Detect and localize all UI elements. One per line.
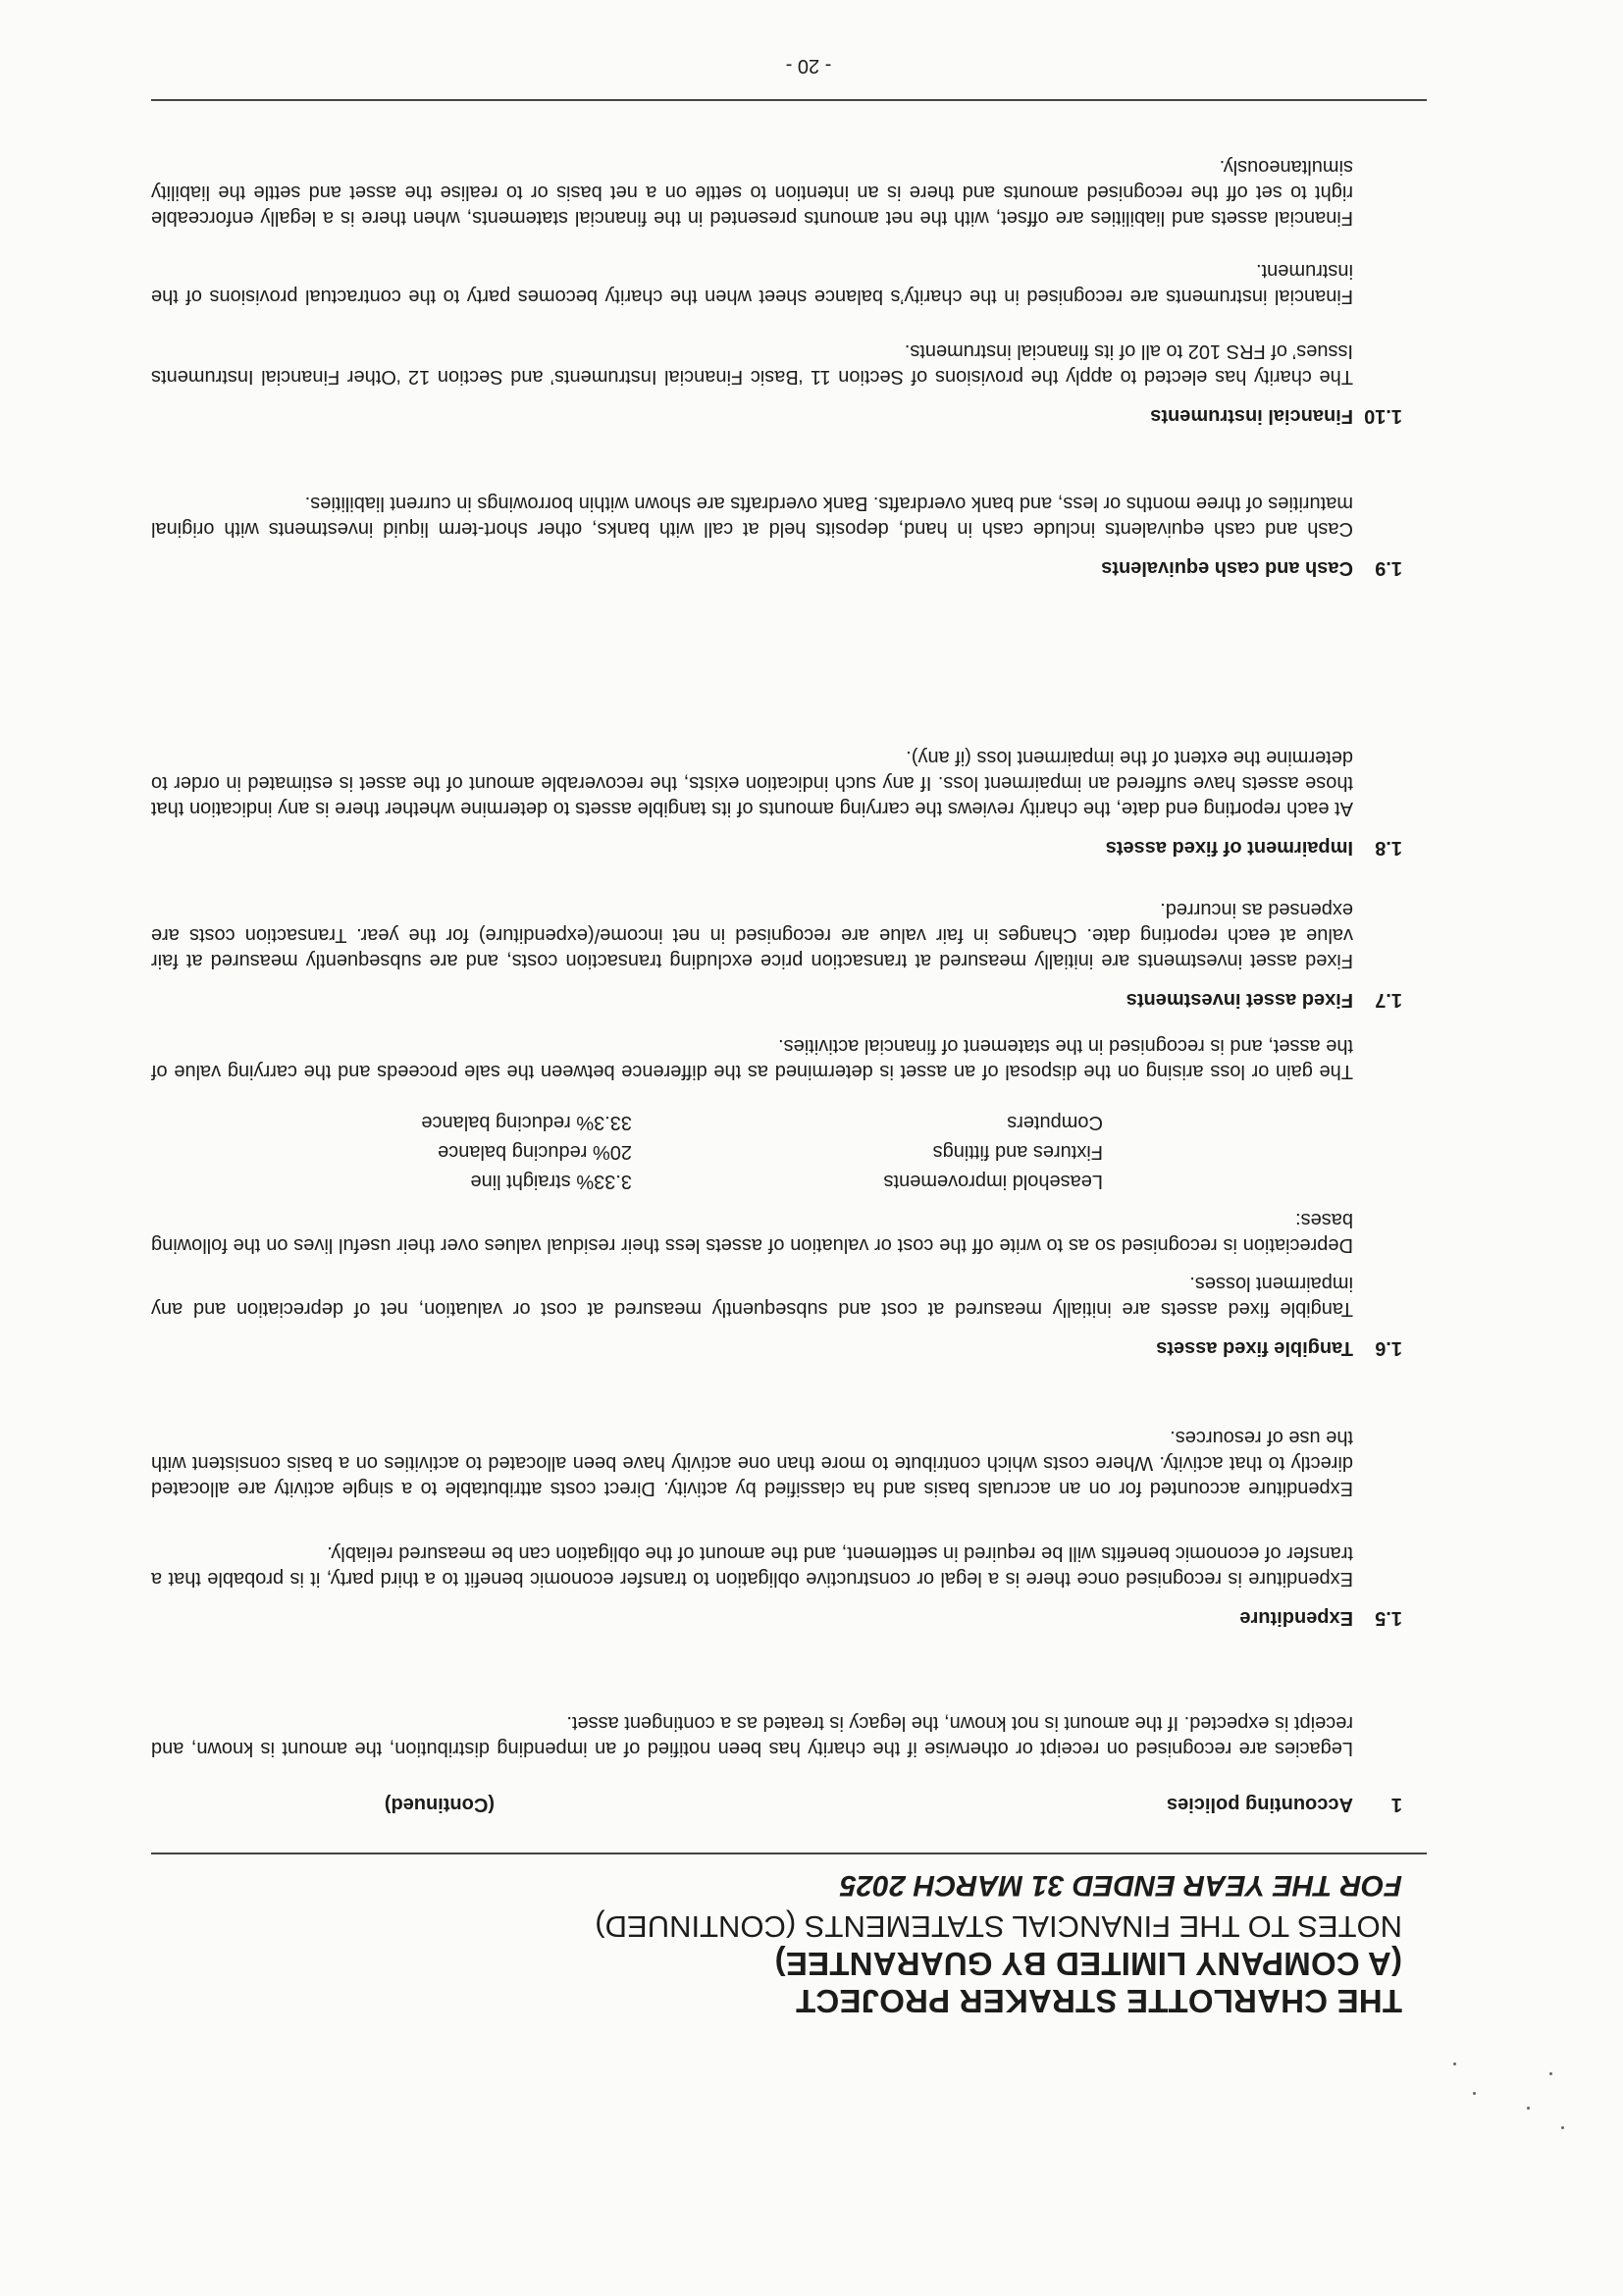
scan-speck — [1527, 2107, 1530, 2110]
policy-title-cash: Cash and cash equivalents — [1101, 557, 1353, 579]
policy-number-1-8: 1.8 — [1375, 837, 1402, 859]
investments-paragraph: Fixed asset investments are initially measured at transaction price excluding transaction costs, and are subsequently measured at fair value at each reporting date. Changes in fair value are recognised in net income/(expenditure) for the year. Transaction costs are expensed as incurred. — [151, 899, 1353, 971]
impairment-paragraph: At each reporting end date, the charity reviews the carrying amounts of its tangible assets to determine whether there is any indication that those assets have suffered an impairment loss. If any such indication exists, the recoverable amount of the asset is estimated in order to determine the extent of the impairment loss (if any). — [151, 747, 1353, 819]
footer-rule — [151, 99, 1427, 101]
tangible-paragraph-3: The gain or loss arising on the disposal of an asset is determined as the difference between the sale proceeds and the carrying value of the asset, and is recognised in the statement of financial activities. — [151, 1035, 1353, 1082]
rate-value: 20% reducing balance — [438, 1141, 632, 1163]
financial-paragraph-3: Financial assets and liabilities are offset, with the net amounts presented in the financial statements, when there is a legally enforceable right to set off the recognised amounts and there is an intention to settle on a net basis or to realise the asset and settle the liability simultaneously. — [151, 156, 1353, 229]
continued-label: (Continued) — [384, 1794, 495, 1815]
policy-number-1-7: 1.7 — [1375, 989, 1402, 1011]
rate-value: 33.3% reducing balance — [421, 1112, 632, 1133]
header-rule — [151, 1852, 1427, 1854]
rate-value: 3.33% straight line — [470, 1171, 632, 1192]
policy-title-financial-instruments: Financial instruments — [1150, 405, 1353, 427]
company-type: (A COMPANY LIMITED BY GUARANTEE) — [774, 1946, 1402, 1982]
tangible-paragraph-2: Depreciation is recognised so as to write off the cost or valuation of assets less their residual values over their useful lives on the following bases: — [151, 1209, 1353, 1256]
scan-speck — [1473, 2092, 1476, 2095]
scan-speck — [1561, 2126, 1564, 2129]
period-title: FOR THE YEAR ENDED 31 MARCH 2025 — [840, 1869, 1402, 1902]
legacies-paragraph: Legacies are recognised on receipt or otherwise if the charity has been notified of an impending distribution, the amount is known, and receipt is expected. If the amount is not known, the legacy is treated as a contingent asset. — [151, 1712, 1353, 1759]
financial-paragraph-1: The charity has elected to apply the provisions of Section 11 ‘Basic Financial Instruments’ and Section 12 ‘Other Financial Instruments Issues’ of FRS 102 to all of its financial instruments. — [151, 340, 1353, 388]
section-title: Accounting policies — [1166, 1794, 1353, 1815]
policy-number-1-9: 1.9 — [1375, 557, 1402, 579]
rate-asset: Leasehold improvements — [883, 1171, 1103, 1192]
section-number: 1 — [1390, 1794, 1402, 1815]
policy-number-1-10: 1.10 — [1364, 405, 1402, 427]
charity-name: THE CHARLOTTE STRAKER PROJECT — [795, 1983, 1402, 2019]
policy-number-1-6: 1.6 — [1375, 1337, 1402, 1359]
policy-title-expenditure: Expenditure — [1239, 1607, 1353, 1629]
scan-speck — [1549, 2072, 1552, 2075]
policy-title-fixed-asset-investments: Fixed asset investments — [1126, 989, 1353, 1011]
page-number: - 20 - — [785, 55, 832, 77]
policy-title-impairment: Impairment of fixed assets — [1105, 837, 1353, 859]
notes-title: NOTES TO THE FINANCIAL STATEMENTS (CONTINUED) — [595, 1909, 1402, 1944]
financial-paragraph-2: Financial instruments are recognised in the charity’s balance sheet when the charity becomes party to the contractual provisions of the instrument. — [151, 260, 1353, 307]
tangible-paragraph-1: Tangible fixed assets are initially measured at cost and subsequently measured at cost or valuation, net of depreciation and any impairment losses. — [151, 1273, 1353, 1320]
policy-title-tangible-fixed-assets: Tangible fixed assets — [1156, 1337, 1353, 1359]
scan-speck — [1453, 2062, 1456, 2065]
rate-asset: Fixtures and fittings — [932, 1141, 1103, 1163]
expenditure-paragraph-2: Expenditure accounted for on an accruals basis and ha classified by activity. Direct costs attributable to a single activity are allocated directly to that activity. Where costs which contribute to more than one activity have been allocated to activities on a basis consistent with the use of resources. — [151, 1427, 1353, 1499]
cash-paragraph: Cash and cash equivalents include cash in hand, deposits held at call with banks, other short-term liquid investments with original maturities of three months or less, and bank overdrafts. Bank overdrafts are shown within borrowings in current liabilities. — [151, 493, 1353, 540]
policy-number-1-5: 1.5 — [1375, 1607, 1402, 1629]
rate-asset: Computers — [1007, 1112, 1103, 1133]
expenditure-paragraph-1: Expenditure is recognised once there is a legal or constructive obligation to transfer economic benefit to a third party, it is probable that a transfer of economic benefits will be required in settlement, and the amount of the obligation can be measured reliably. — [151, 1542, 1353, 1590]
